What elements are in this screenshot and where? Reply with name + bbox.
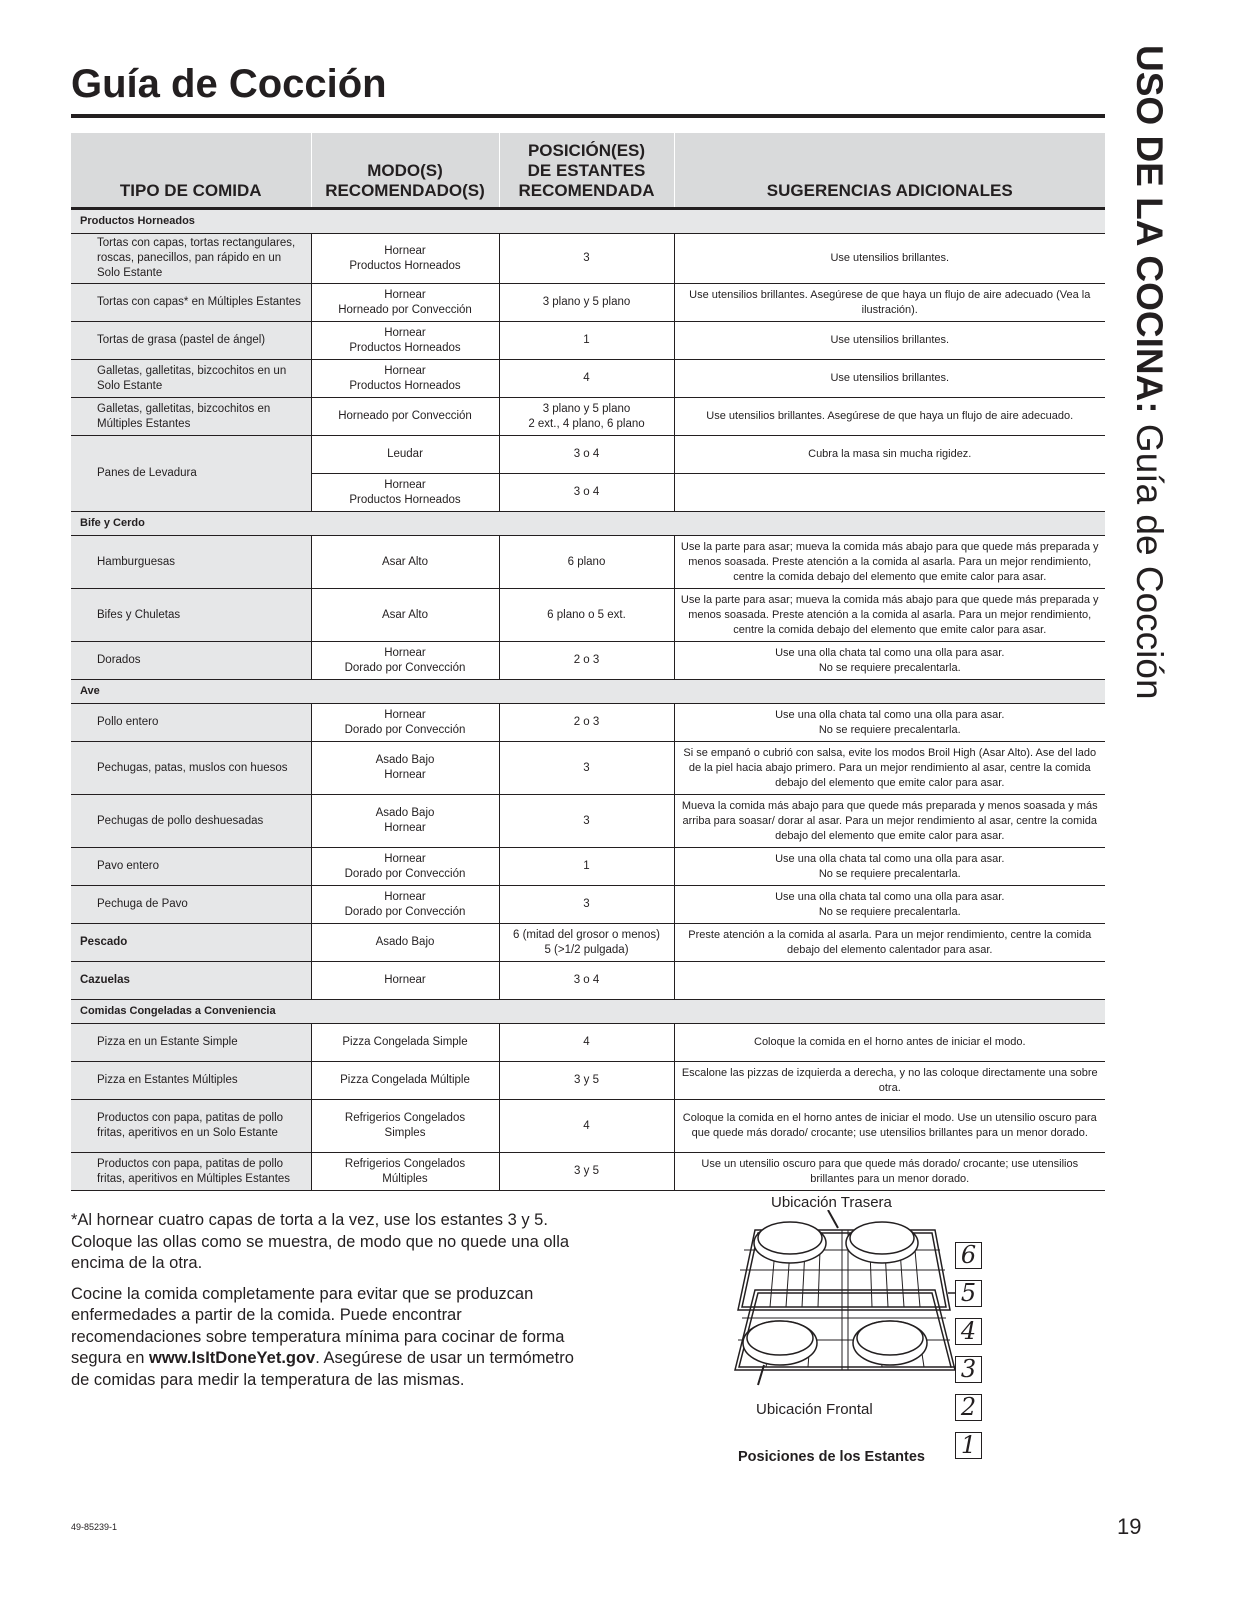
side-title-bold: USO DE LA COCINA: [1129,45,1170,414]
rack-position-cell: 6 plano [499,536,674,589]
note-text: . Asegúrese de usar un termómetro de comidas para medir la temperatura de las mismas. [71,1349,574,1389]
rear-location-label: Ubicación Trasera [771,1194,892,1211]
suggestion-cell: Use utensilios brillantes. Asegúrese de que haya un flujo de aire adecuado. [674,398,1105,436]
mode-cell: Hornear Productos Horneados [311,322,499,360]
suggestion-cell: Use utensilios brillantes. [674,360,1105,398]
category-label: Comidas Congeladas a Conveniencia [71,1000,1105,1024]
food-type-cell: Pollo entero [71,704,311,742]
suggestion-cell: Coloque la comida en el horno antes de iniciar el modo. Use un utensilio oscuro para que quede más dorado/ crocante; use utensilios brillantes para un menor dorado. [674,1100,1105,1153]
section-side-title [1130,45,1170,785]
mode-cell: Refrigerios Congelados Múltiples [311,1153,499,1191]
table-row [71,234,1105,284]
table-row [71,1100,1105,1153]
table-row [71,924,1105,962]
rack-position-cell: 6 plano o 5 ext. [499,589,674,642]
table-row [71,398,1105,436]
suggestion-cell: Use una olla chata tal como una olla para asar. No se requiere precalentarla. [674,704,1105,742]
mode-cell: Hornear Productos Horneados [311,360,499,398]
suggestion-cell: Use utensilios brillantes. [674,322,1105,360]
table-body [71,209,1105,1191]
mode-cell: Asado Bajo [311,924,499,962]
shelf-number-2: 2 [955,1394,982,1421]
document-number: 49-85239-1 [71,1522,118,1532]
table-row [71,962,1105,1000]
rack-position-cell: 3 plano y 5 plano [499,284,674,322]
cooking-guide-table [71,133,1105,1191]
rack-position-cell: 3 o 4 [499,474,674,512]
rack-position-cell: 3 [499,795,674,848]
table-row [71,360,1105,398]
table-header-row [71,133,1105,209]
rack-position-cell: 3 o 4 [499,962,674,1000]
suggestion-cell: Use una olla chata tal como una olla para asar. No se requiere precalentarla. [674,642,1105,680]
title-rule [71,114,1105,118]
suggestion-cell: Mueva la comida más abajo para que quede más preparada y menos soasada y más arriba para soasar/ dorar al asar. Para un mejor rendimiento al asar, centre la comida debajo del elemento que emite calor para asar. [674,795,1105,848]
header-rack-positions: POSICIÓN(ES) DE ESTANTES RECOMENDADA [499,133,674,209]
note-text: Cocine la comida completamente para evitar que se produzcan enfermedades a partir de la comida. Puede encontrar recomendaciones sobre temperatura mínima para cocinar de forma segura en [71,1284,565,1367]
rack-position-cell: 3 [499,742,674,795]
food-type-cell: Tortas con capas* en Múltiples Estantes [71,284,311,322]
table-row [71,436,1105,474]
suggestion-cell: Use una olla chata tal como una olla para asar. No se requiere precalentarla. [674,886,1105,924]
header-food-type: TIPO DE COMIDA [71,133,311,209]
isitdoneyet-link[interactable]: www.IsItDoneYet.gov [148,1349,316,1367]
side-title-normal: Guía de Cocción [1129,413,1170,700]
page-number: 19 [1117,1514,1142,1539]
food-type-cell: Hamburguesas [71,536,311,589]
mode-cell: Hornear Horneado por Convección [311,284,499,322]
food-type-cell: Pizza en un Estante Simple [71,1024,311,1062]
rack-position-cell: 3 y 5 [499,1153,674,1191]
rack-position-cell: 4 [499,360,674,398]
table-row [71,589,1105,642]
suggestion-cell: Si se empanó o cubrió con salsa, evite los modos Broil High (Asar Alto). Ase del lado de la piel hacia abajo primero. Para un mejor rendimiento al asar, centre la comida debajo del elemento que emite calor para asar. [674,742,1105,795]
suggestion-cell: Use utensilios brillantes. Asegúrese de que haya un flujo de aire adecuado (Vea la ilustración). [674,284,1105,322]
mode-cell: Hornear Productos Horneados [311,474,499,512]
rack-position-cell: 2 o 3 [499,642,674,680]
suggestion-cell: Use utensilios brillantes. [674,234,1105,284]
rack-position-cell: 4 [499,1024,674,1062]
table-row [71,886,1105,924]
rack-position-cell: 3 plano y 5 plano 2 ext., 4 plano, 6 plano [499,398,674,436]
table-row [71,1062,1105,1100]
rack-position-cell: 4 [499,1100,674,1153]
mode-cell: Asado Bajo Hornear [311,742,499,795]
mode-cell: Hornear Dorado por Convección [311,848,499,886]
table-row [71,322,1105,360]
suggestion-cell: Use una olla chata tal como una olla para asar. No se requiere precalentarla. [674,848,1105,886]
category-row [71,680,1105,704]
rack-position-cell: 1 [499,848,674,886]
table-row [71,536,1105,589]
table-row [71,642,1105,680]
mode-cell: Hornear Dorado por Convección [311,642,499,680]
food-type-cell: Tortas de grasa (pastel de ángel) [71,322,311,360]
note-food-safety [71,1284,581,1392]
mode-cell: Pizza Congelada Simple [311,1024,499,1062]
suggestion-cell [674,474,1105,512]
rack-position-cell: 3 [499,234,674,284]
suggestion-cell [674,962,1105,1000]
front-location-label: Ubicación Frontal [756,1401,873,1418]
food-type-cell: Galletas, galletitas, bizcochitos en Múltiples Estantes [71,398,311,436]
table-row [71,1153,1105,1191]
mode-cell: Asado Bajo Hornear [311,795,499,848]
rack-position-cell: 6 (mitad del grosor o menos) 5 (>1/2 pulgada) [499,924,674,962]
category-row [71,512,1105,536]
page-title: Guía de Cocción [71,62,387,106]
food-type-cell: Galletas, galletitas, bizcochitos en un Solo Estante [71,360,311,398]
food-type-cell: Productos con papa, patitas de pollo fritas, aperitivos en un Solo Estante [71,1100,311,1153]
food-type-cell: Pechugas, patas, muslos con huesos [71,742,311,795]
shelf-number-3: 3 [955,1356,982,1383]
header-modes: MODO(S) RECOMENDADO(S) [311,133,499,209]
table-row [71,742,1105,795]
mode-cell: Horneado por Convección [311,398,499,436]
mode-cell: Hornear Dorado por Convección [311,886,499,924]
food-type-cell: Panes de Levadura [71,436,311,512]
food-type-cell: Pescado [71,924,311,962]
suggestion-cell: Preste atención a la comida al asarla. Para un mejor rendimiento, centre la comida debajo del elemento calentador para asar. [674,924,1105,962]
suggestion-cell: Use la parte para asar; mueva la comida más abajo para que quede más preparada y menos soasada. Preste atención a la comida al asarla. Para un mejor rendimiento, centre la comida debajo del elemento que emite calor para asar. [674,589,1105,642]
category-label: Bife y Cerdo [71,512,1105,536]
oven-rack-illustration [730,1210,960,1410]
notes [71,1210,581,1400]
mode-cell: Hornear Dorado por Convección [311,704,499,742]
suggestion-cell: Coloque la comida en el horno antes de iniciar el modo. [674,1024,1105,1062]
food-type-cell: Bifes y Chuletas [71,589,311,642]
food-type-cell: Productos con papa, patitas de pollo fritas, aperitivos en Múltiples Estantes [71,1153,311,1191]
food-type-cell: Pizza en Estantes Múltiples [71,1062,311,1100]
food-type-cell: Cazuelas [71,962,311,1000]
note-four-layers: *Al hornear cuatro capas de torta a la vez, use los estantes 3 y 5. Coloque las ollas como se muestra, de modo que no quede una olla encima de la otra. [71,1211,570,1272]
mode-cell: Leudar [311,436,499,474]
shelf-number-6: 6 [955,1242,982,1269]
suggestion-cell: Use la parte para asar; mueva la comida más abajo para que quede más preparada y menos soasada. Preste atención a la comida al asarla. Para un mejor rendimiento, centre la comida debajo del elemento que emite calor para asar. [674,536,1105,589]
mode-cell: Hornear Productos Horneados [311,234,499,284]
rack-position-cell: 3 o 4 [499,436,674,474]
table-row [71,704,1105,742]
suggestion-cell: Cubra la masa sin mucha rigidez. [674,436,1105,474]
category-label: Ave [71,680,1105,704]
food-type-cell: Dorados [71,642,311,680]
shelf-number-1: 1 [955,1432,982,1459]
figure-caption: Posiciones de los Estantes [738,1449,925,1465]
food-type-cell: Pechugas de pollo deshuesadas [71,795,311,848]
header-suggestions: SUGERENCIAS ADICIONALES [674,133,1105,209]
shelf-number-4: 4 [955,1318,982,1345]
food-type-cell: Pavo entero [71,848,311,886]
suggestion-cell: Use un utensilio oscuro para que quede más dorado/ crocante; use utensilios brillantes para un menor dorado. [674,1153,1105,1191]
suggestion-cell: Escalone las pizzas de izquierda a derecha, y no las coloque directamente una sobre otra. [674,1062,1105,1100]
rack-position-cell: 3 y 5 [499,1062,674,1100]
rack-position-cell: 2 o 3 [499,704,674,742]
category-row [71,209,1105,234]
rack-position-cell: 3 [499,886,674,924]
category-row [71,1000,1105,1024]
food-type-cell: Pechuga de Pavo [71,886,311,924]
mode-cell: Asar Alto [311,536,499,589]
table-row [71,848,1105,886]
food-type-cell: Tortas con capas, tortas rectangulares, roscas, panecillos, pan rápido en un Solo Estante [71,234,311,284]
mode-cell: Asar Alto [311,589,499,642]
table-row [71,1024,1105,1062]
mode-cell: Hornear [311,962,499,1000]
table-row [71,284,1105,322]
category-label: Productos Horneados [71,209,1105,234]
mode-cell: Pizza Congelada Múltiple [311,1062,499,1100]
table-row [71,795,1105,848]
mode-cell: Refrigerios Congelados Simples [311,1100,499,1153]
rack-position-cell: 1 [499,322,674,360]
shelf-number-5: 5 [955,1280,982,1307]
